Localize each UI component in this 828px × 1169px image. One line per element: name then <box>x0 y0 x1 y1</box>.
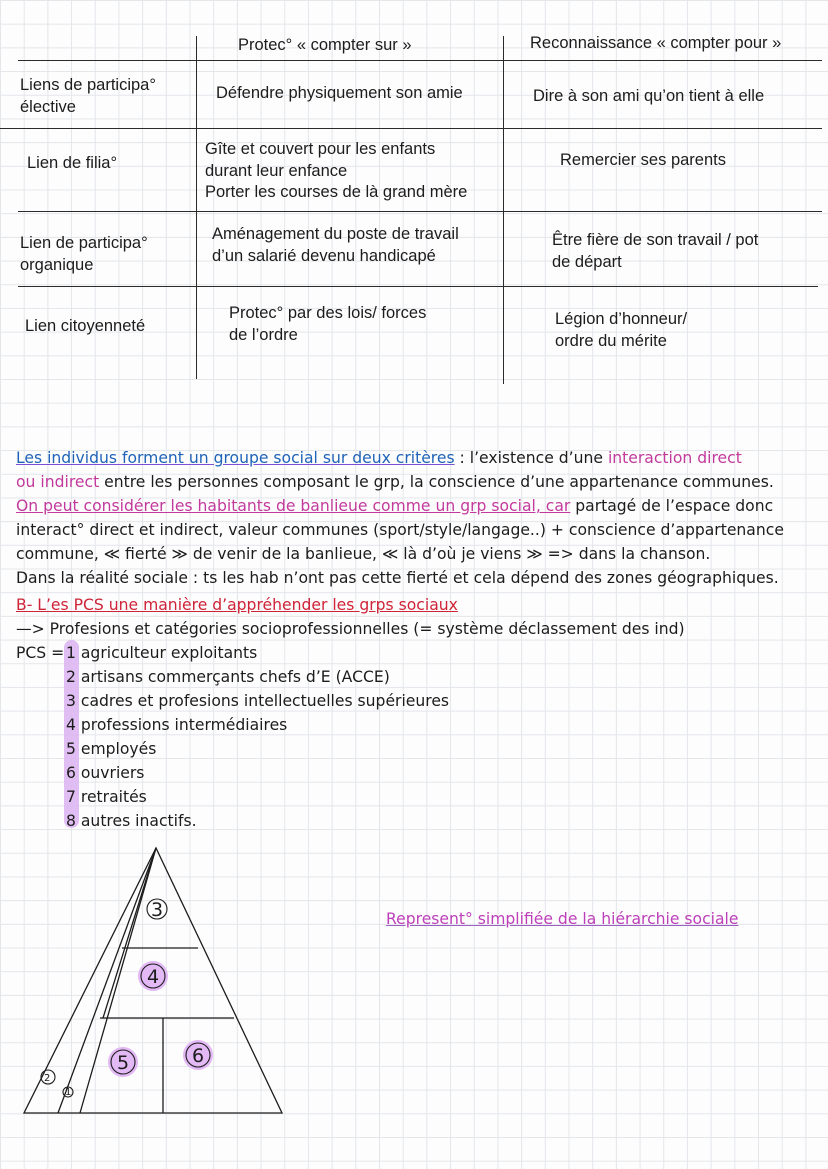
notes-line: interact° direct et indirect, valeur communes (sport/style/langage..) + conscience d’appartenance <box>16 521 784 539</box>
row-recognition: Légion d’honneur/ ordre du mérite <box>555 310 688 350</box>
pyramid-label-6: 6 <box>192 1045 205 1067</box>
list-item: 6 ouvriers <box>66 764 145 782</box>
notes-keyword: interaction direct <box>607 449 742 467</box>
notes-title: Les individus forment un groupe social sur deux critères <box>16 449 455 467</box>
table-divider <box>18 60 822 61</box>
pyramid-label-5: 5 <box>117 1052 130 1074</box>
row-label: Liens de participa° élective <box>20 76 156 116</box>
notes-line: ou indirect entre les personnes composant le grp, la conscience d’une appartenance communes. <box>16 473 774 491</box>
pyramid-label-2: 2 <box>44 1073 51 1084</box>
notes-example: On peut considérer les habitants de banlieue comme un grp social, car <box>16 497 571 515</box>
list-item: 8 autres inactifs. <box>66 812 197 830</box>
table-divider <box>18 286 818 287</box>
row-label: Lien de participa° organique <box>20 234 148 274</box>
table-divider <box>503 36 504 384</box>
pyramid-diagonal <box>103 848 156 1018</box>
list-item: 7 retraités <box>66 788 147 806</box>
row-recognition: Être fière de son travail / pot de départ <box>552 231 759 271</box>
row-label: Lien de filia° <box>27 154 118 172</box>
pyramid-caption: Represent° simplifiée de la hiérarchie sociale <box>386 910 739 928</box>
row-protection: Aménagement du poste de travail d’un salarié devenu handicapé <box>212 225 459 265</box>
notes-line: commune, ≪ fierté ≫ de venir de la banlieue, ≪ là d’où je viens ≫ => dans la chanson. <box>16 545 711 563</box>
pyramid-label-4: 4 <box>147 966 160 988</box>
pyramid-label-3: 3 <box>151 899 164 921</box>
table-divider <box>18 211 822 212</box>
row-recognition: Dire à son ami qu’on tient à elle <box>533 87 765 105</box>
notes-keyword: ou indirect <box>16 473 100 491</box>
list-item: 1 agriculteur exploitants <box>66 644 258 662</box>
social-pyramid-diagram <box>0 830 340 1130</box>
pcs-prefix: PCS = <box>16 644 65 662</box>
list-item: 3 cadres et profesions intellectuelles supérieures <box>66 692 450 710</box>
notes-line: Les individus forment un groupe social sur deux critères : l’existence d’une interaction direct <box>16 449 742 467</box>
notes-line: Dans la réalité sociale : ts les hab n’ont pas cette fierté et cela dépend des zones géographiques. <box>16 569 779 587</box>
list-item: 4 professions intermédiaires <box>66 716 288 734</box>
section-heading: B- L’es PCS une manière d’appréhender les grps sociaux <box>16 596 458 614</box>
pyramid-label-1: 1 <box>65 1087 72 1098</box>
header-protection: Protec° « compter sur » <box>238 36 412 54</box>
row-protection: Protec° par des lois/ forces de l’ordre <box>229 304 427 344</box>
notes-line: —> Profesions et catégories socioprofessionnelles (= système déclassement des ind) <box>16 620 685 638</box>
row-protection: Gîte et couvert pour les enfants durant leur enfance Porter les courses de là grand mère <box>205 140 468 201</box>
row-label: Lien citoyenneté <box>25 317 146 335</box>
row-recognition: Remercier ses parents <box>560 151 726 169</box>
row-protection: Défendre physiquement son amie <box>216 84 463 102</box>
table-divider <box>196 36 197 379</box>
header-recognition: Reconnaissance « compter pour » <box>530 34 782 52</box>
list-item: 5 employés <box>66 740 157 758</box>
notes-line: On peut considérer les habitants de banlieue comme un grp social, car partagé de l’espace donc <box>16 497 774 515</box>
list-item: 2 artisans commerçants chefs d’E (ACCE) <box>66 668 390 686</box>
table-divider <box>0 128 822 129</box>
pcs-list <box>66 641 449 833</box>
